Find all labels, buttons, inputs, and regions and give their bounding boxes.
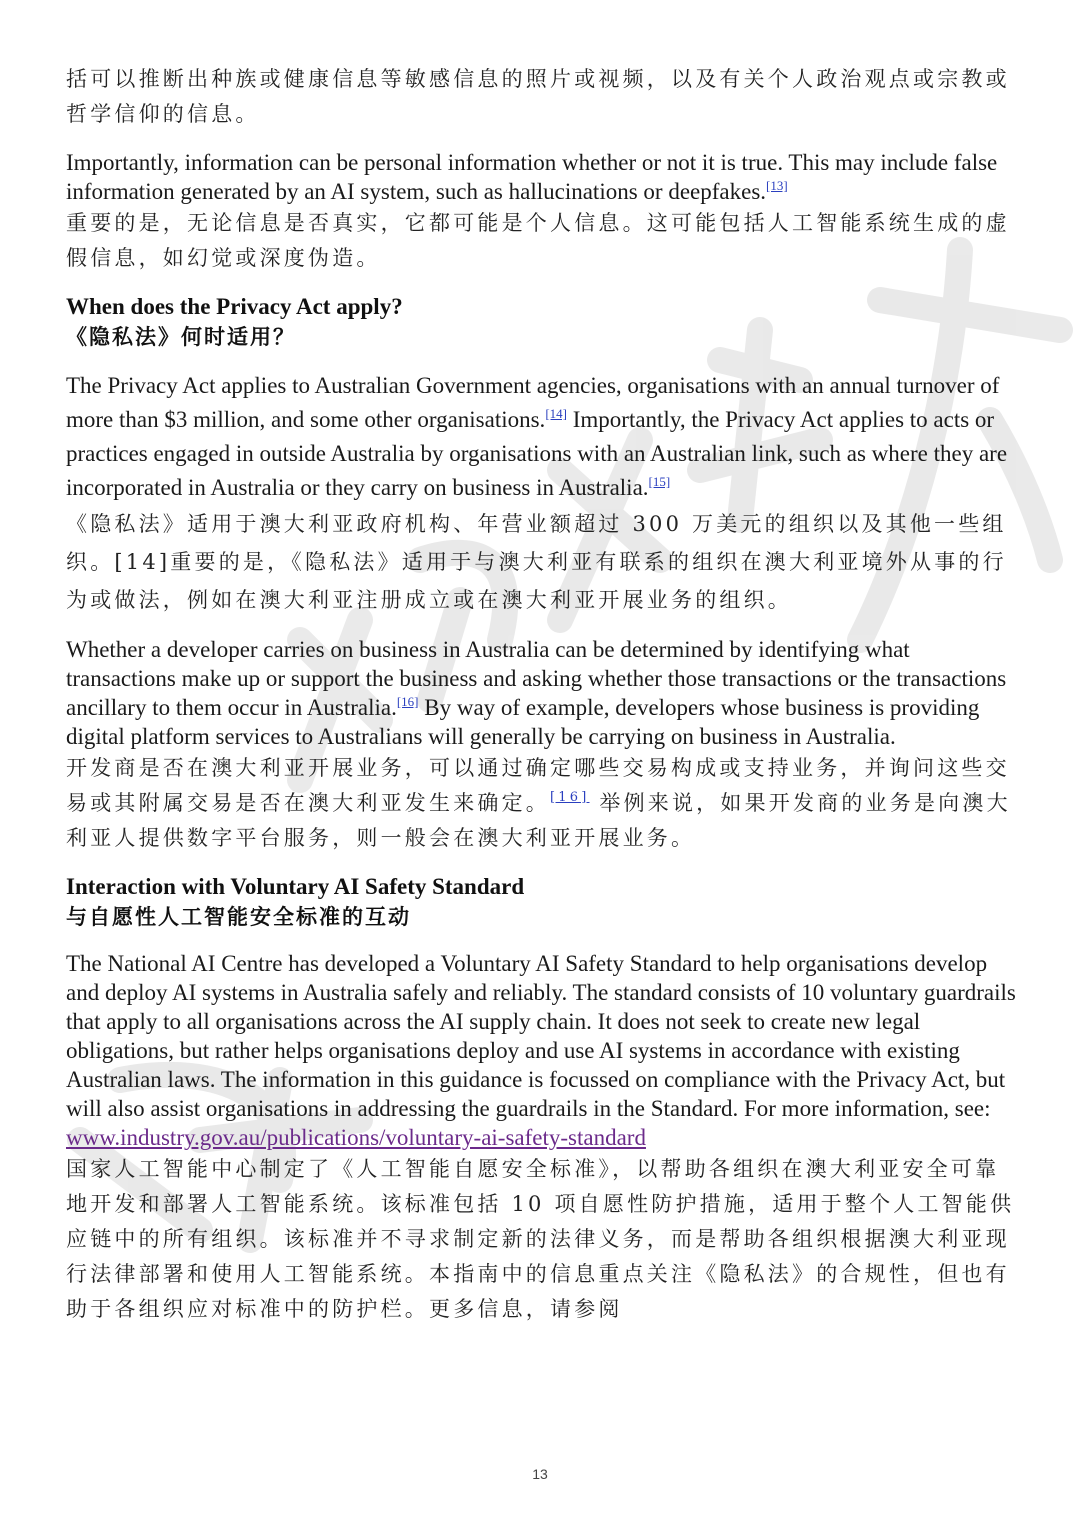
footnote-ref-16[interactable]: [16]	[396, 694, 419, 709]
footnote-ref-16-zh[interactable]: [16]	[550, 790, 590, 805]
document-page	[66, 62, 1016, 1327]
paragraph-personal-info-en	[66, 148, 1016, 206]
paragraph-privacy-act-en	[66, 369, 1016, 505]
heading-safety-standard-zh: 与自愿性人工智能安全标准的互动	[66, 905, 411, 929]
heading-safety-standard-en: Interaction with Voluntary AI Safety Standard	[66, 874, 525, 899]
paragraph-business-en-b: By way of example, developers whose business is providing digital platform services to Australians will generally be carrying on business in Australia.	[66, 695, 980, 749]
page-number: 13	[532, 1466, 548, 1482]
paragraph-safety-standard-en	[66, 949, 1016, 1152]
paragraph-safety-standard-en-text: The National AI Centre has developed a Voluntary AI Safety Standard to help organisations develop and deploy AI systems in Australia safely and reliably. The standard consists of 10 voluntary guardrails that apply to all organisations across the AI supply chain. It does not seek to create new legal obligations, but rather helps organisations deploy and use AI systems in accordance with existing Australian laws. The information in this guidance is focussed on compliance with the Privacy Act, but will also assist organisations in addressing the guardrails in the Standard. For more information, see:	[66, 951, 1016, 1121]
paragraph-privacy-act-en-b: Importantly, the Privacy Act applies to acts or practices engaged in outside Australia by organisations with an Australian link, such as where they are incorporated in Australia or they carry on business in Australia.	[66, 407, 1008, 500]
heading-privacy-act-zh: 《隐私法》何时适用？	[66, 325, 296, 349]
paragraph-privacy-act-en-a: The Privacy Act applies to Australian Government agencies, organisations with an annual turnover of more than $3 million, and some other organisations.	[66, 373, 1000, 432]
paragraph-safety-standard-zh: 国家人工智能中心制定了《人工智能自愿安全标准》，以帮助各组织在澳大利亚安全可靠地开发和部署人工智能系统。该标准包括 10 项自愿性防护措施，适用于整个人工智能供应链中的所有组织。该标准并不寻求制定新的法律义务，而是帮助各组织根据澳大利亚现行法律部署和使用人工智能系统。本指南中的信息重点关注《隐私法》的合规性，但也有助于各组织应对标准中的防护栏。更多信息，请参阅	[66, 1157, 1015, 1321]
paragraph-business-zh	[66, 751, 1016, 856]
paragraph-personal-info-en-text: Importantly, information can be personal information whether or not it is true. This may include false information generated by an AI system, such as hallucinations or deepfakes.	[66, 150, 998, 204]
footnote-ref-14[interactable]: [14]	[545, 406, 567, 421]
heading-privacy-act-en: When does the Privacy Act apply?	[66, 294, 403, 319]
paragraph-business-en	[66, 635, 1016, 751]
safety-standard-link[interactable]: www.industry.gov.au/publications/voluntary-ai-safety-standard	[66, 1125, 646, 1150]
paragraph-personal-info-zh: 重要的是，无论信息是否真实，它都可能是个人信息。这可能包括人工智能系统生成的虚假信息，如幻觉或深度伪造。	[66, 211, 1010, 270]
paragraph-business-zh-a: 开发商是否在澳大利亚开展业务，可以通过确定哪些交易构成或支持业务，并询问这些交易或其附属交易是否在澳大利亚发生来确定。	[66, 756, 1010, 815]
footnote-ref-15[interactable]: [15]	[648, 474, 671, 489]
paragraph-privacy-act-zh: 《隐私法》适用于澳大利亚政府机构、年营业额超过 300 万美元的组织以及其他一些组织。[14]重要的是，《隐私法》适用于与澳大利亚有联系的组织在澳大利亚境外从事的行为或做法，例如在澳大利亚注册成立或在澳大利亚开展业务的组织。	[66, 512, 1007, 612]
paragraph-business-zh-b: 举例来说，如果开发商的业务是向澳大利亚人提供数字平台服务，则一般会在澳大利亚开展业务。	[66, 791, 1011, 850]
paragraph-zh-continued: 括可以推断出种族或健康信息等敏感信息的照片或视频，以及有关个人政治观点或宗教或哲学信仰的信息。	[66, 67, 1010, 126]
footnote-ref-13[interactable]: [13]	[766, 178, 788, 193]
paragraph-business-en-a: Whether a developer carries on business in Australia can be determined by identifying what transactions make up or support the business and asking whether those transactions or the transactions ancillary to them occur in Australia.	[66, 637, 1007, 720]
